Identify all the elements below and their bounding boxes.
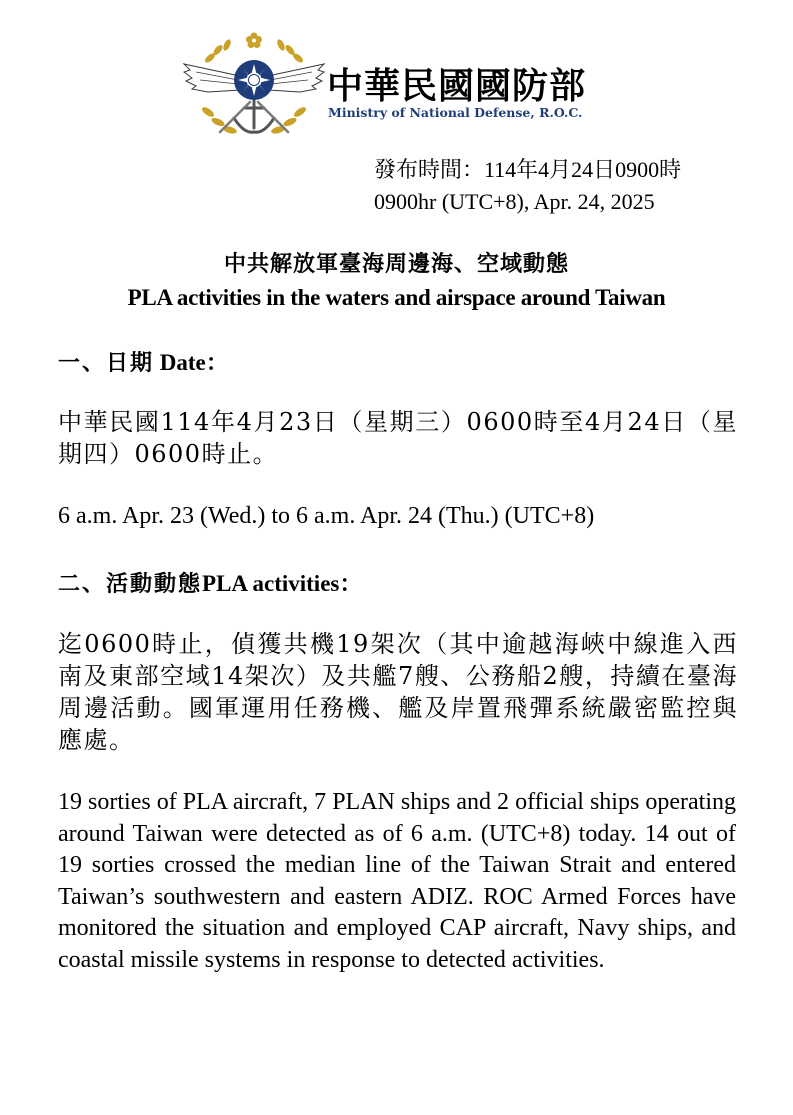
release-time-zh: 發布時間：114年4月24日0900時 xyxy=(374,157,682,182)
letterhead xyxy=(180,28,640,146)
date-body-en: 6 a.m. Apr. 23 (Wed.) to 6 a.m. Apr. 24 (Thu.) (UTC+8) xyxy=(58,503,595,529)
title-zh: 中共解放軍臺海周邊海、空域動態 xyxy=(223,251,569,277)
mnd-emblem-icon xyxy=(180,28,328,146)
org-name-zh: 中華民國國防部 xyxy=(327,66,587,107)
release-time xyxy=(374,154,681,218)
section-activities-heading xyxy=(58,565,362,598)
section-date-heading-en: Date： xyxy=(159,350,229,375)
activities-body-zh: 迄0600時止，偵獲共機19架次（其中逾越海峽中線進入西南及東部空域14架次）及共艦7艘、公務船2艘，持續在臺海周邊活動。國軍運用任務機、艦及岸置飛彈系統嚴密監控與應處。 xyxy=(58,630,738,754)
org-name-en: Ministry of National Defense, R.O.C. xyxy=(328,105,583,120)
release-time-en: 0900hr (UTC+8), Apr. 24, 2025 xyxy=(374,189,655,214)
section-date-heading xyxy=(58,344,229,377)
date-body-zh: 中華民國114年4月23日（星期三）0600時至4月24日（星期四）0600時止。 xyxy=(58,408,738,468)
document-title xyxy=(0,248,793,314)
section-activities-heading-en: PLA activities： xyxy=(202,571,363,596)
title-en: PLA activities in the waters and airspace around Taiwan xyxy=(127,285,666,310)
section-activities-heading-zh: 二、活動動態 xyxy=(58,571,203,597)
section-date-heading-zh: 一、日期 xyxy=(58,350,155,376)
activities-body-en: 19 sorties of PLA aircraft, 7 PLAN ships and 2 official ships operating around Taiwan were detected as of 6 a.m. (UTC+8) today. 14 out of 19 sorties crossed the median line of the Taiwan Strait and entered Taiwan’s southwestern and eastern ADIZ. ROC Armed Forces have monitored the situation and employed CAP aircraft, Navy ships, and coastal missile systems in response to detected activities. xyxy=(58,789,736,973)
